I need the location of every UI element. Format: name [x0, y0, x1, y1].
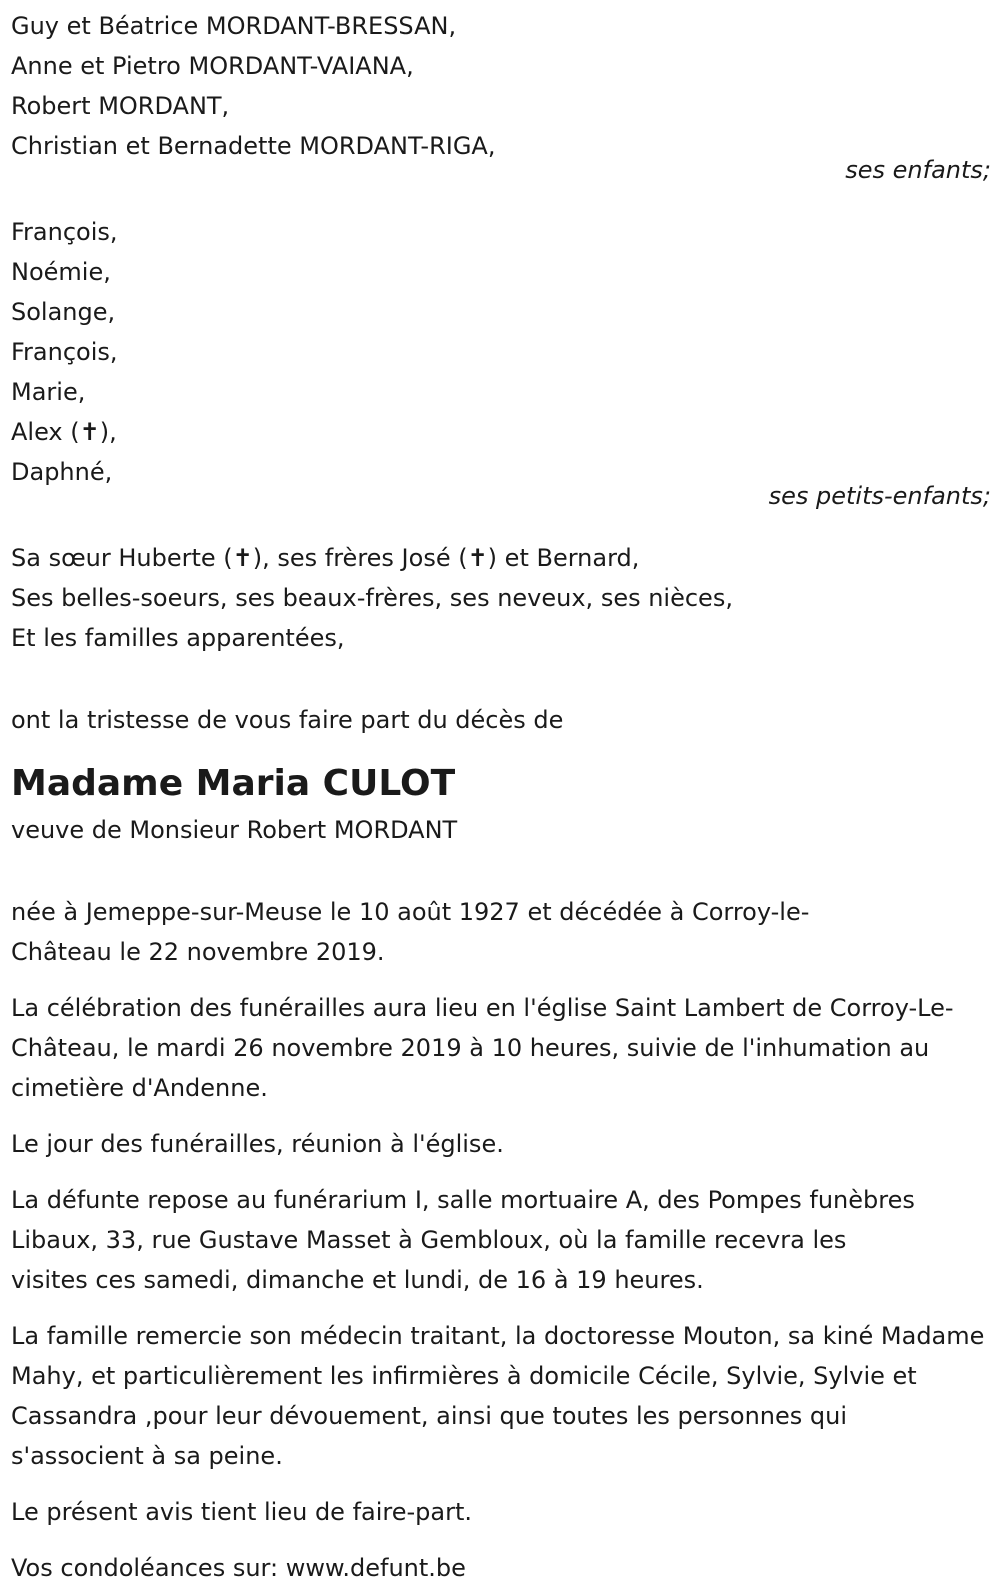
relatives-line: Et les familles apparentées,: [11, 624, 345, 652]
relatives-section: [11, 538, 991, 658]
grandchild-line: François,: [11, 338, 118, 366]
grandchildren-section: [11, 212, 991, 516]
gathering-paragraph: Le jour des funérailles, réunion à l'église.: [11, 1130, 504, 1158]
condolences-paragraph: Vos condoléances sur: www.defunt.be: [11, 1554, 466, 1582]
announcement-text: ont la tristesse de vous faire part du décès de: [11, 706, 564, 734]
children-label: ses enfants;: [845, 156, 991, 184]
grandchild-line: François,: [11, 218, 118, 246]
relatives-line: Ses belles-soeurs, ses beaux-frères, ses neveux, ses nièces,: [11, 584, 733, 612]
family-line: Robert MORDANT,: [11, 92, 230, 120]
grandchild-line: Solange,: [11, 298, 116, 326]
children-section: [11, 6, 991, 190]
grandchild-line: Noémie,: [11, 258, 111, 286]
grandchild-line: Marie,: [11, 378, 86, 406]
deceased-subtitle: veuve de Monsieur Robert MORDANT: [11, 816, 458, 844]
funeral-paragraph: La célébration des funérailles aura lieu en l'église Saint Lambert de Corroy-Le-Château, le mardi 26 novembre 2019 à 10 heures, suivie de l'inhumation au cimetière d'Andenne.: [11, 994, 954, 1102]
obituary-notice: [11, 6, 991, 1588]
funeral-home-paragraph: La défunte repose au funérarium I, salle mortuaire A, des Pompes funèbres Libaux, 33, rue Gustave Masset à Gembloux, où la famille recevra les visites ces samedi, dimanche et lundi, de 16 à 19 heures.: [11, 1186, 915, 1294]
details-section: [11, 892, 991, 1588]
grandchild-line: Alex (✝),: [11, 418, 117, 446]
thanks-paragraph: La famille remercie son médecin traitant, la doctoresse Mouton, sa kiné Madame Mahy, et particulièrement les infirmières à domicile Cécile, Sylvie, Sylvie et Cassandra ,pour leur dévouement, ainsi que toutes les personnes qui s'associent à sa peine.: [11, 1322, 985, 1470]
notice-paragraph: Le présent avis tient lieu de faire-part.: [11, 1498, 473, 1526]
family-line: Anne et Pietro MORDANT-VAIANA,: [11, 52, 414, 80]
grandchildren-label: ses petits-enfants;: [768, 482, 991, 510]
relatives-line: Sa sœur Huberte (✝), ses frères José (✝) et Bernard,: [11, 544, 640, 572]
deceased-name: Madame Maria CULOT: [11, 763, 456, 804]
grandchild-line: Daphné,: [11, 458, 113, 486]
birth-death-paragraph: née à Jemeppe-sur-Meuse le 10 août 1927 et décédée à Corroy-le-Château le 22 novembre 2019.: [11, 898, 810, 966]
family-line: Christian et Bernadette MORDANT-RIGA,: [11, 132, 496, 160]
family-line: Guy et Béatrice MORDANT-BRESSAN,: [11, 12, 457, 40]
